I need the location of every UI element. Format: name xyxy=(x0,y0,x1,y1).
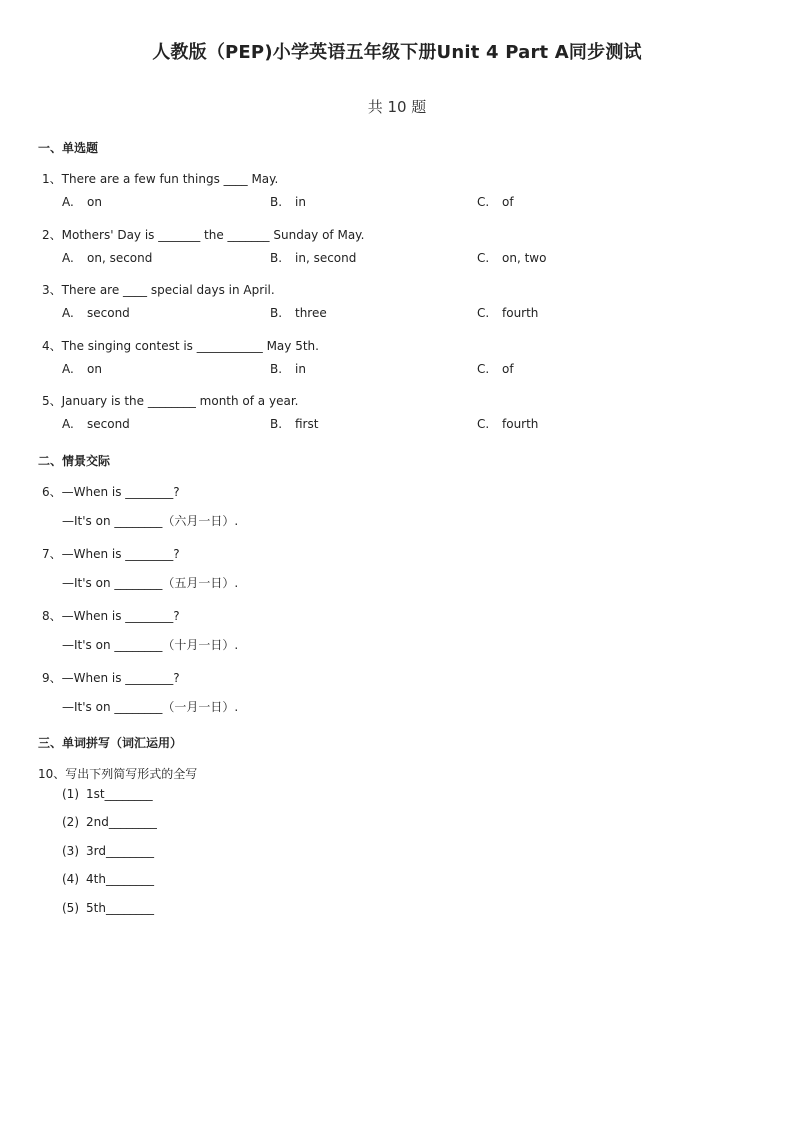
option-a[interactable] xyxy=(62,306,130,320)
spelling-item xyxy=(62,872,154,886)
dialog-answer: —It's on ________（十月一日）. xyxy=(62,638,239,652)
item-number: (3) xyxy=(62,844,79,858)
option-a[interactable] xyxy=(62,195,102,209)
option-label: A. xyxy=(62,195,74,209)
option-text: on xyxy=(87,195,102,209)
option-text: fourth xyxy=(502,417,539,431)
option-b[interactable] xyxy=(270,251,356,265)
item-text: 2nd________ xyxy=(86,815,157,829)
option-label: B. xyxy=(270,195,283,209)
option-label: A. xyxy=(62,417,74,431)
option-label: C. xyxy=(477,362,490,376)
question-count: 共 10 题 xyxy=(367,98,427,116)
option-label: C. xyxy=(477,195,490,209)
option-b[interactable] xyxy=(270,362,306,376)
option-text: on xyxy=(87,362,102,376)
option-c[interactable] xyxy=(477,251,546,265)
option-text: in xyxy=(295,362,306,376)
item-number: (1) xyxy=(62,787,79,801)
page-title: 人教版（PEP)小学英语五年级下册Unit 4 Part A同步测试 xyxy=(152,42,642,63)
question: 5、January is the ________ month of a year. xyxy=(42,394,299,408)
option-c[interactable] xyxy=(477,362,514,376)
item-text: 4th________ xyxy=(86,872,154,886)
option-label: A. xyxy=(62,306,74,320)
option-text: first xyxy=(295,417,319,431)
item-number: (4) xyxy=(62,872,79,886)
option-b[interactable] xyxy=(270,195,306,209)
option-label: C. xyxy=(477,417,490,431)
option-text: in, second xyxy=(295,251,357,265)
option-label: A. xyxy=(62,362,74,376)
question: 2、Mothers' Day is _______ the _______ Sunday of May. xyxy=(42,228,365,242)
spelling-item xyxy=(62,815,157,829)
option-text: on, two xyxy=(502,251,547,265)
option-text: second xyxy=(87,306,130,320)
section-heading: 二、情景交际 xyxy=(38,454,111,468)
option-a[interactable] xyxy=(62,362,102,376)
dialog-question: 9、—When is ________? xyxy=(42,671,180,685)
option-text: three xyxy=(295,306,327,320)
spelling-item xyxy=(62,901,154,915)
dialog-question: 8、—When is ________? xyxy=(42,609,180,623)
option-text: of xyxy=(502,195,514,209)
dialog-answer: —It's on ________（五月一日）. xyxy=(62,576,239,590)
option-text: of xyxy=(502,362,514,376)
option-label: C. xyxy=(477,306,490,320)
option-c[interactable] xyxy=(477,195,514,209)
section-heading: 一、单选题 xyxy=(38,141,99,155)
spelling-item xyxy=(62,844,154,858)
option-label: B. xyxy=(270,306,283,320)
item-text: 3rd________ xyxy=(86,844,154,858)
item-number: (2) xyxy=(62,815,79,829)
option-label: C. xyxy=(477,251,490,265)
dialog-answer: —It's on ________（一月一日）. xyxy=(62,700,239,714)
option-b[interactable] xyxy=(270,306,327,320)
option-a[interactable] xyxy=(62,417,130,431)
option-label: A. xyxy=(62,251,74,265)
option-c[interactable] xyxy=(477,417,538,431)
question: 4、The singing contest is ___________ May 5th. xyxy=(42,339,319,353)
dialog-question: 6、—When is ________? xyxy=(42,485,180,499)
option-c[interactable] xyxy=(477,306,538,320)
item-number: (5) xyxy=(62,901,79,915)
dialog-question: 7、—When is ________? xyxy=(42,547,180,561)
option-label: B. xyxy=(270,417,283,431)
question: 10、写出下列简写形式的全写 xyxy=(38,767,198,781)
option-label: B. xyxy=(270,251,283,265)
option-label: B. xyxy=(270,362,283,376)
option-text: fourth xyxy=(502,306,539,320)
section-heading: 三、单词拼写（词汇运用） xyxy=(38,736,183,750)
option-a[interactable] xyxy=(62,251,152,265)
dialog-answer: —It's on ________（六月一日）. xyxy=(62,514,239,528)
question: 3、There are ____ special days in April. xyxy=(42,283,275,297)
option-text: second xyxy=(87,417,130,431)
item-text: 1st________ xyxy=(86,787,153,801)
option-b[interactable] xyxy=(270,417,318,431)
spelling-item xyxy=(62,787,153,801)
item-text: 5th________ xyxy=(86,901,154,915)
question: 1、There are a few fun things ____ May. xyxy=(42,172,279,186)
option-text: on, second xyxy=(87,251,153,265)
option-text: in xyxy=(295,195,306,209)
